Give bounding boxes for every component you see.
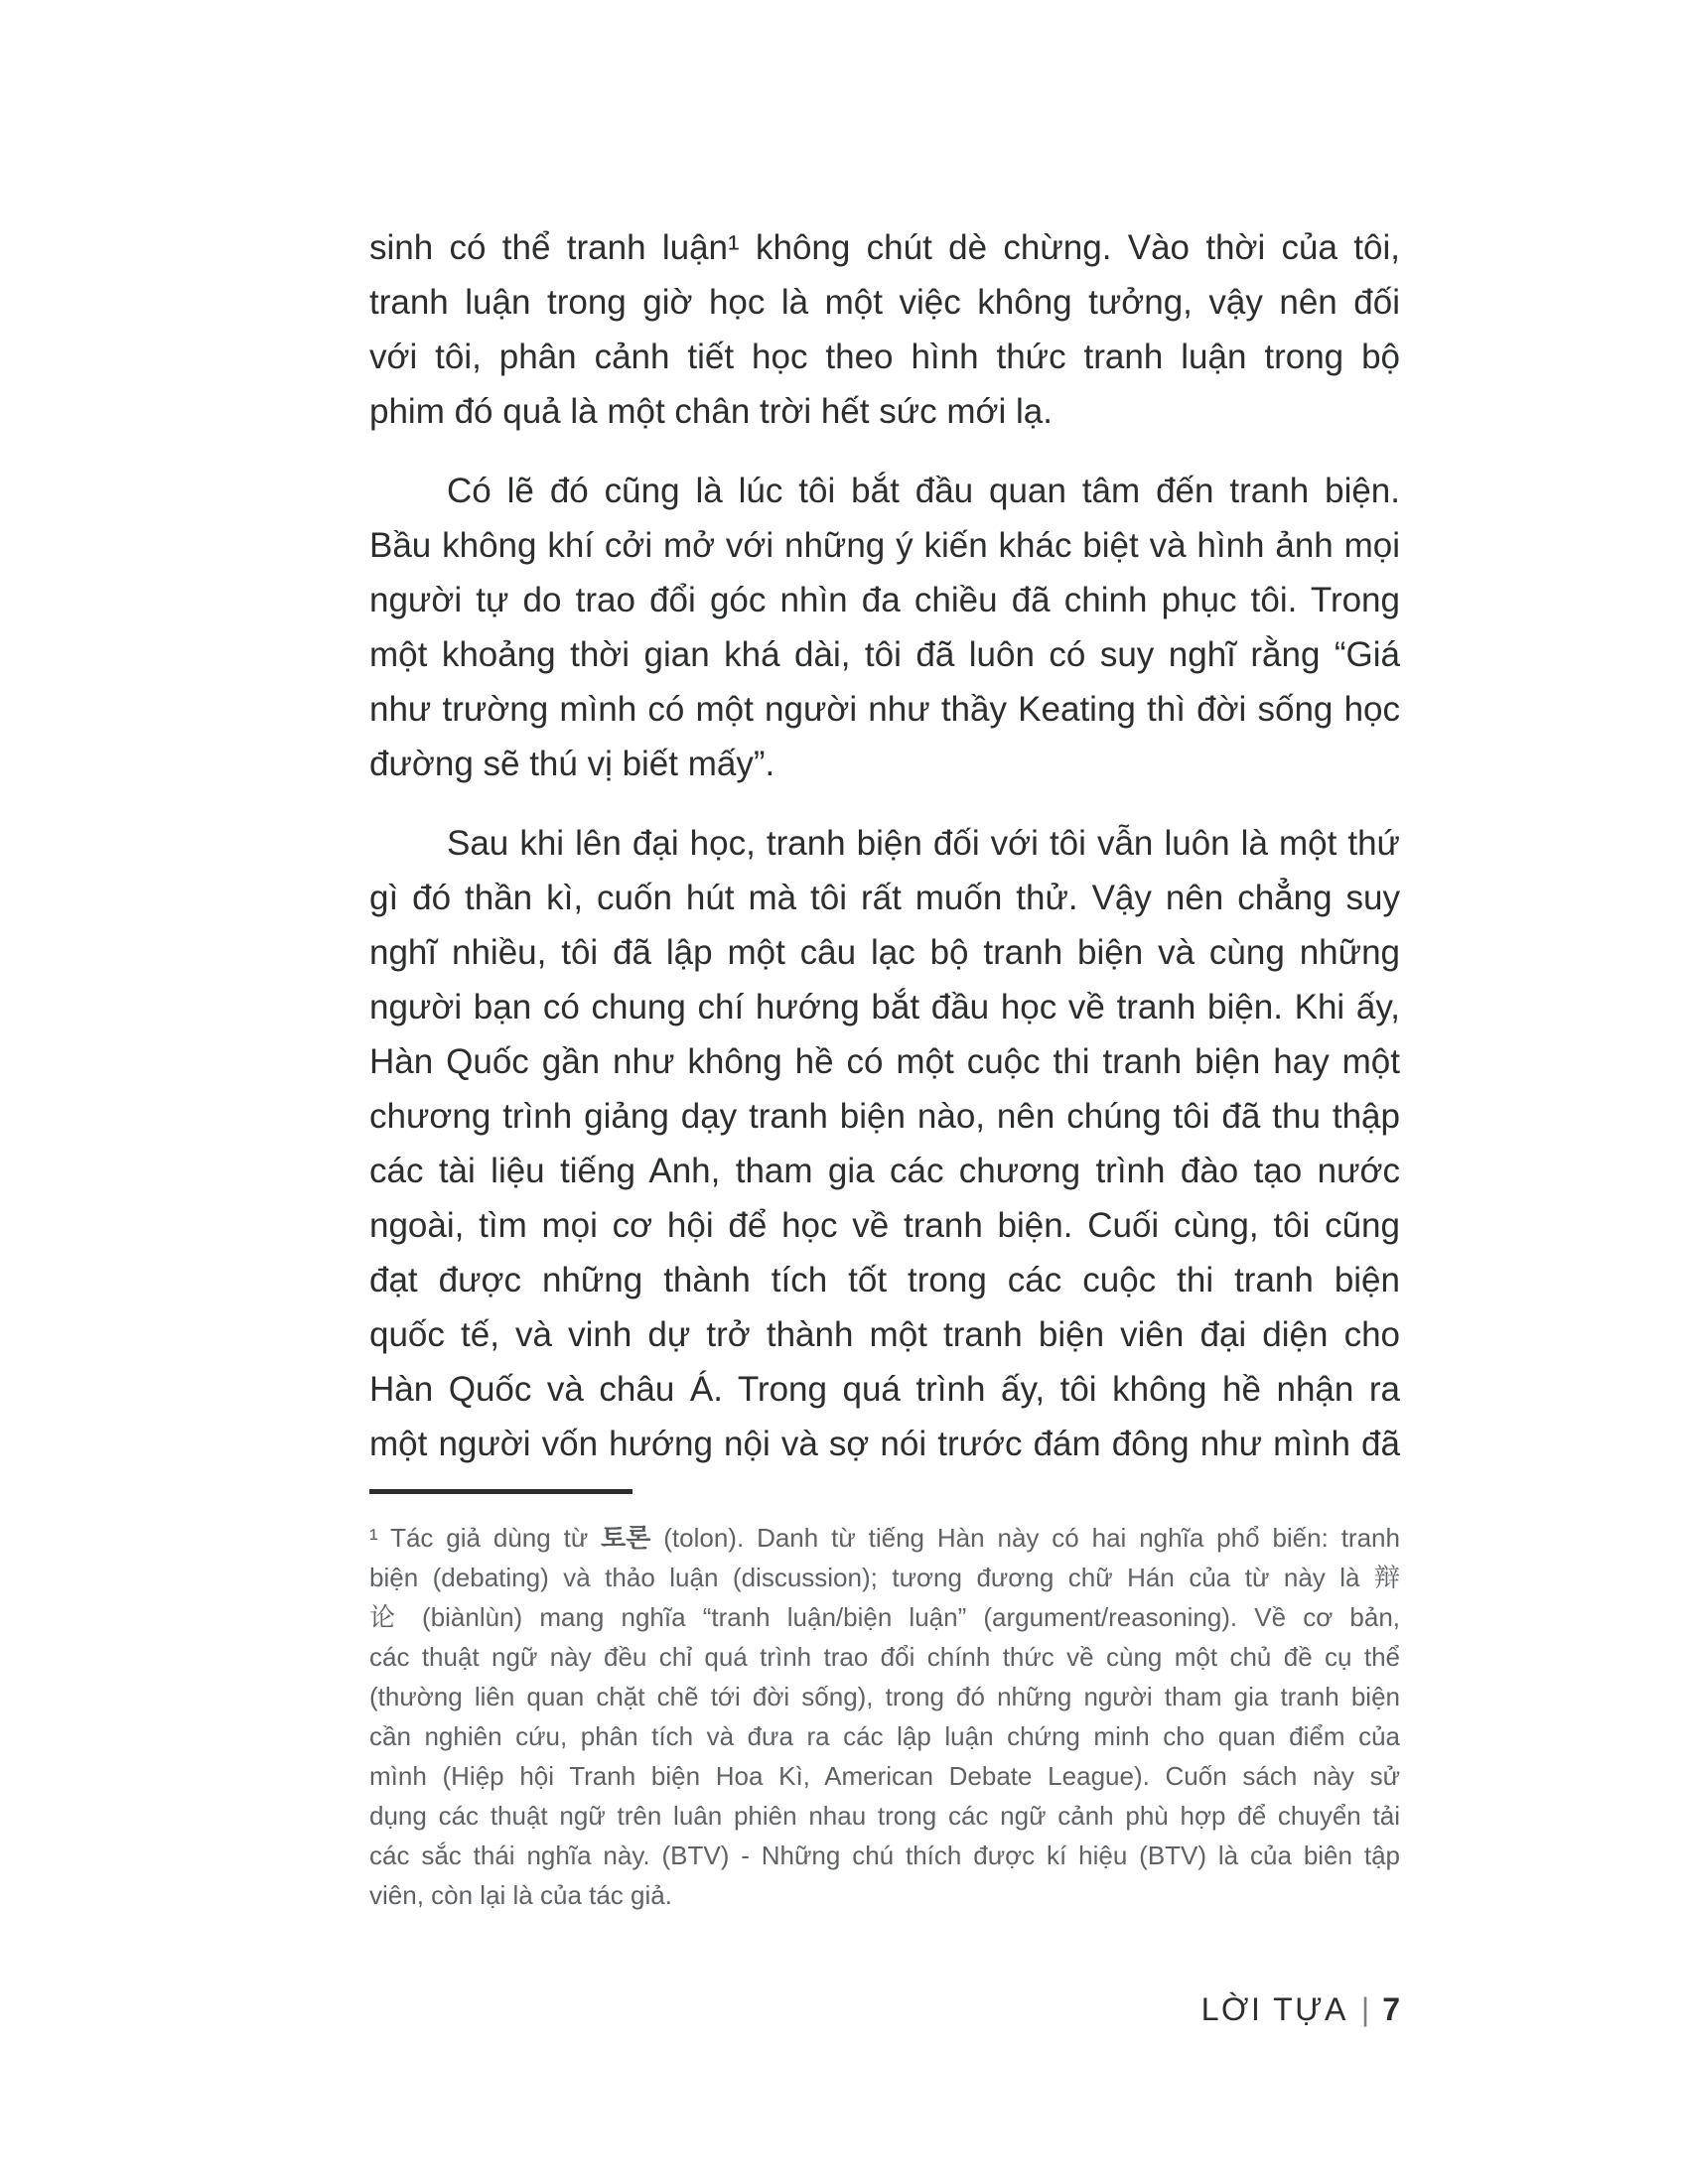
- text-line: tranh luận trong giờ học là một việc không tưởng, vậy nên đối: [369, 283, 1400, 322]
- text-line: với tôi, phân cảnh tiết học theo hình thức tranh luận trong bộ: [369, 338, 1400, 376]
- text-line: người bạn có chung chí hướng bắt đầu học về tranh biện. Khi ấy,: [369, 988, 1400, 1026]
- text-column: [369, 220, 1400, 1915]
- footnote-line: các sắc thái nghĩa này. (BTV) - Những chú thích được kí hiệu (BTV) là của biên tập: [369, 1841, 1400, 1870]
- footnote-divider: [369, 1489, 633, 1494]
- footnote-text: (tolon). Danh từ tiếng Hàn này có hai nghĩa phổ biến: tranh: [650, 1523, 1400, 1553]
- footnote-line: 论 (biànlùn) mang nghĩa “tranh luận/biện luận” (argument/reasoning). Về cơ bản,: [369, 1602, 1400, 1632]
- paragraph: [369, 464, 1400, 791]
- footnote-line: viên, còn lại là của tác giả.: [369, 1880, 672, 1910]
- footnote-line: mình (Hiệp hội Tranh biện Hoa Kì, American Debate League). Cuốn sách này sử: [369, 1761, 1400, 1791]
- text-line: người tự do trao đổi góc nhìn đa chiều đã chinh phục tôi. Trong: [369, 581, 1400, 619]
- text-line: các tài liệu tiếng Anh, tham gia các chương trình đào tạo nước: [369, 1152, 1400, 1190]
- footnote-line: biện (debating) và thảo luận (discussion); tương đương chữ Hán của từ này là 辩: [369, 1563, 1400, 1592]
- text-line: Có lẽ đó cũng là lúc tôi bắt đầu quan tâm đến tranh biện.: [447, 472, 1400, 510]
- text-line: quốc tế, và vinh dự trở thành một tranh biện viên đại diện cho: [369, 1315, 1400, 1354]
- footnote-line: các thuật ngữ này đều chỉ quá trình trao đổi chính thức về cùng một chủ đề cụ thể: [369, 1642, 1400, 1672]
- text-line: một khoảng thời gian khá dài, tôi đã luôn có suy nghĩ rằng “Giá: [369, 635, 1400, 674]
- footer-separator: |: [1360, 1991, 1370, 2027]
- text-line: gì đó thần kì, cuốn hút mà tôi rất muốn thử. Vậy nên chẳng suy: [369, 879, 1400, 917]
- text-line: chương trình giảng dạy tranh biện nào, nên chúng tôi đã thu thập: [369, 1097, 1400, 1136]
- paragraph: [369, 220, 1400, 439]
- text-line: một người vốn hướng nội và sợ nói trước đám đông như mình đã: [369, 1425, 1400, 1463]
- page-footer: [369, 1987, 1400, 2031]
- footnote-line: dụng các thuật ngữ trên luân phiên nhau trong các ngữ cảnh phù hợp để chuyển tải: [369, 1801, 1400, 1831]
- footnote-text: ¹ Tác giả dùng từ: [369, 1523, 602, 1553]
- body-text: [369, 220, 1400, 1471]
- text-line: Sau khi lên đại học, tranh biện đối với tôi vẫn luôn là một thứ: [447, 824, 1400, 863]
- page-number: 7: [1382, 1991, 1400, 2027]
- running-section-title: LỜI TỰA: [1200, 1991, 1348, 2027]
- text-line: phim đó quả là một chân trời hết sức mới lạ.: [369, 392, 1053, 431]
- text-line: như trường mình có một người như thầy Keating thì đời sống học: [369, 690, 1400, 729]
- text-line: nghĩ nhiều, tôi đã lập một câu lạc bộ tranh biện và cùng những: [369, 933, 1400, 972]
- text-line: đạt được những thành tích tốt trong các cuộc thi tranh biện: [369, 1261, 1400, 1299]
- text-line: ngoài, tìm mọi cơ hội để học về tranh biện. Cuối cùng, tôi cũng: [369, 1206, 1400, 1245]
- text-line: Hàn Quốc và châu Á. Trong quá trình ấy, tôi không hề nhận ra: [369, 1370, 1400, 1409]
- paragraph: [369, 816, 1400, 1471]
- text-line: Bầu không khí cởi mở với những ý kiến khác biệt và hình ảnh mọi: [369, 526, 1400, 565]
- korean-term: 토론: [601, 1523, 651, 1553]
- footnote-line: cần nghiên cứu, phân tích và đưa ra các lập luận chứng minh cho quan điểm của: [369, 1721, 1400, 1751]
- text-line: đường sẽ thú vị biết mấy”.: [369, 745, 775, 783]
- text-line: Hàn Quốc gần như không hề có một cuộc thi tranh biện hay một: [369, 1042, 1400, 1081]
- footnote-line: (thường liên quan chặt chẽ tới đời sống), trong đó những người tham gia tranh biện: [369, 1682, 1400, 1711]
- text-line: sinh có thể tranh luận¹ không chút dè chừng. Vào thời của tôi,: [369, 228, 1400, 267]
- footnote-line: [369, 1518, 1400, 1558]
- footnote: [369, 1518, 1400, 1915]
